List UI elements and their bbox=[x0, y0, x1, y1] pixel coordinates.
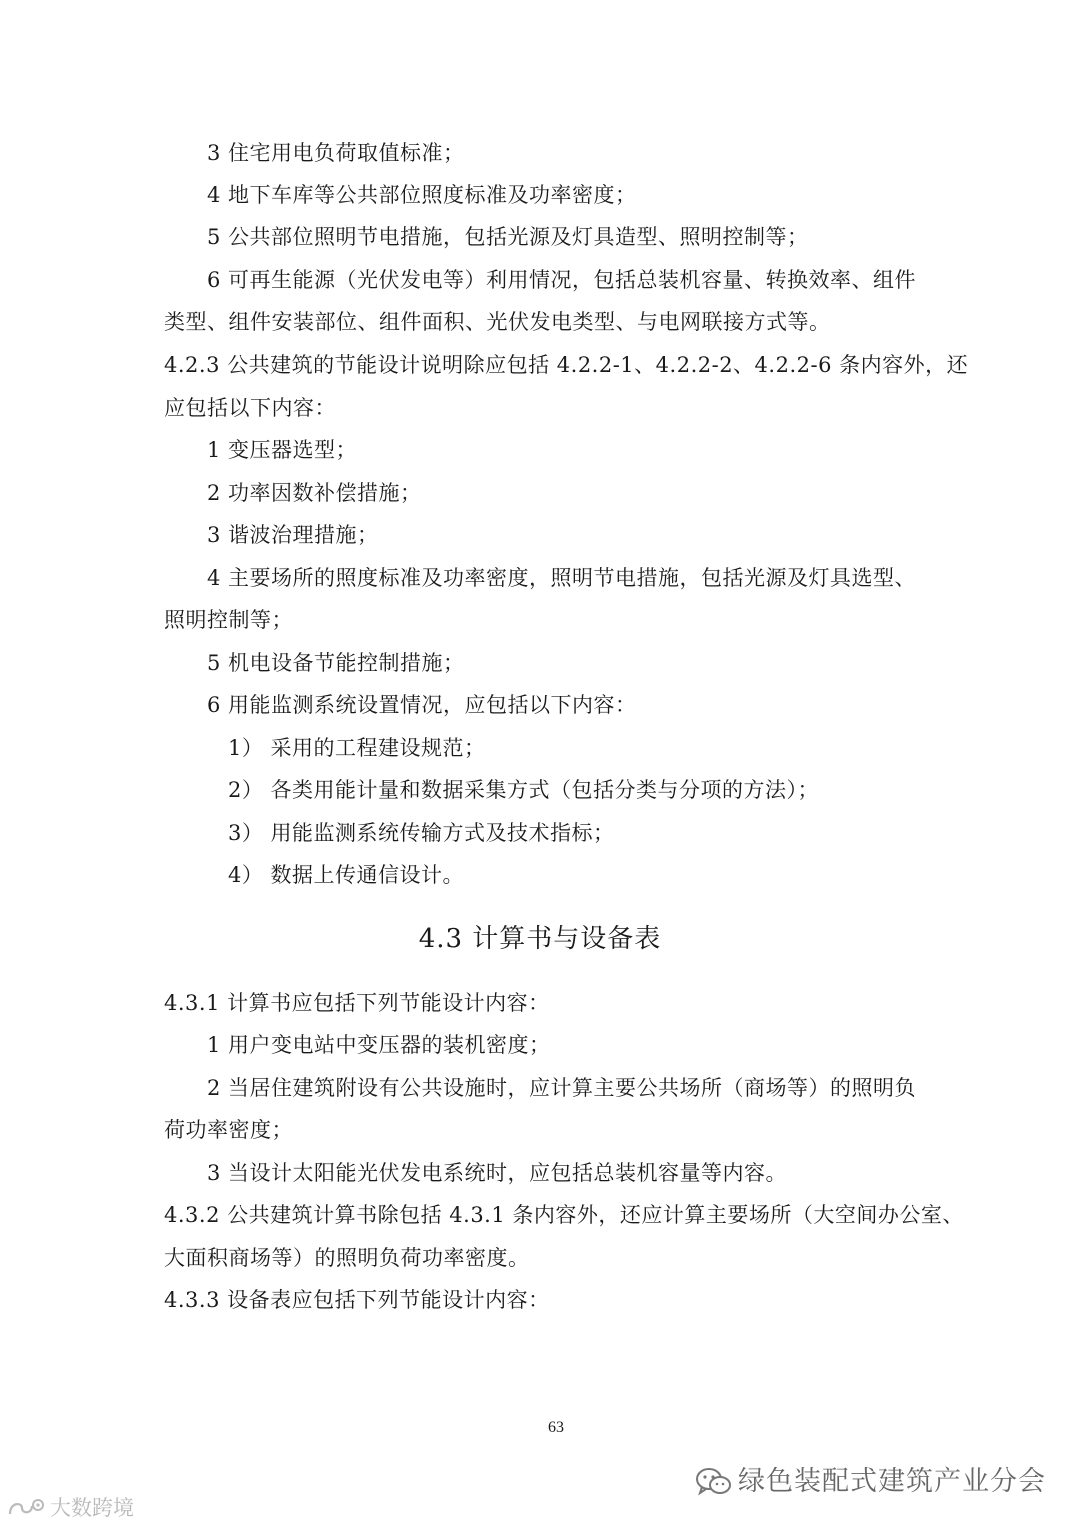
body-line: 3 住宅用电负荷取值标准； bbox=[207, 141, 465, 165]
body-line: 2 功率因数补偿措施； bbox=[207, 481, 422, 505]
body-line: 5 公共部位照明节电措施，包括光源及灯具造型、照明控制等； bbox=[207, 225, 809, 249]
clause-line: 4.3.2 公共建筑计算书除包括 4.3.1 条内容外，还应计算主要场所（大空间办公室、 bbox=[164, 1203, 964, 1227]
watermark-brand-label: 大数跨境 bbox=[50, 1496, 134, 1520]
body-line: 应包括以下内容： bbox=[164, 396, 336, 420]
body-line: 3 当设计太阳能光伏发电系统时，应包括总装机容量等内容。 bbox=[207, 1161, 788, 1185]
clause-line: 4.3.1 计算书应包括下列节能设计内容： bbox=[164, 991, 550, 1015]
body-line: 1 变压器选型； bbox=[207, 438, 358, 462]
body-line: 类型、组件安装部位、组件面积、光伏发电类型、与电网联接方式等。 bbox=[164, 310, 831, 334]
clause-line: 4.3.3 设备表应包括下列节能设计内容： bbox=[164, 1288, 550, 1312]
body-line: 4 主要场所的照度标准及功率密度，照明节电措施，包括光源及灯具选型、 bbox=[207, 566, 917, 590]
body-line: 5 机电设备节能控制措施； bbox=[207, 651, 465, 675]
body-line: 照明控制等； bbox=[164, 608, 293, 632]
sub-item-line: 2） 各类用能计量和数据采集方式（包括分类与分项的方法）； bbox=[228, 778, 820, 802]
sub-item-line: 3） 用能监测系统传输方式及技术指标； bbox=[228, 821, 615, 845]
wechat-icon bbox=[694, 1465, 732, 1499]
body-line: 6 可再生能源（光伏发电等）利用情况，包括总装机容量、转换效率、组件 bbox=[207, 268, 917, 292]
body-line: 4 地下车库等公共部位照度标准及功率密度； bbox=[207, 183, 637, 207]
body-line: 荷功率密度； bbox=[164, 1118, 293, 1142]
watermark-source-label: 绿色装配式建筑产业分会 bbox=[738, 1466, 1046, 1497]
watermark-source bbox=[694, 1465, 1046, 1499]
sub-item-line: 1） 采用的工程建设规范； bbox=[228, 736, 486, 760]
brand-logo-icon bbox=[6, 1496, 46, 1520]
body-line: 2 当居住建筑附设有公共设施时，应计算主要公共场所（商场等）的照明负 bbox=[207, 1076, 917, 1100]
section-heading: 4.3 计算书与设备表 bbox=[418, 924, 662, 954]
page-number: 63 bbox=[548, 1419, 564, 1436]
body-line: 6 用能监测系统设置情况，应包括以下内容： bbox=[207, 693, 637, 717]
sub-item-line: 4） 数据上传通信设计。 bbox=[228, 863, 465, 887]
body-line: 1 用户变电站中变压器的装机密度； bbox=[207, 1033, 551, 1057]
watermark-brand bbox=[6, 1494, 134, 1522]
body-line: 3 谐波治理措施； bbox=[207, 523, 379, 547]
body-line: 大面积商场等）的照明负荷功率密度。 bbox=[164, 1246, 530, 1270]
clause-line: 4.2.3 公共建筑的节能设计说明除应包括 4.2.2-1、4.2.2-2、4.2.2-6 条内容外，还 bbox=[164, 353, 969, 377]
